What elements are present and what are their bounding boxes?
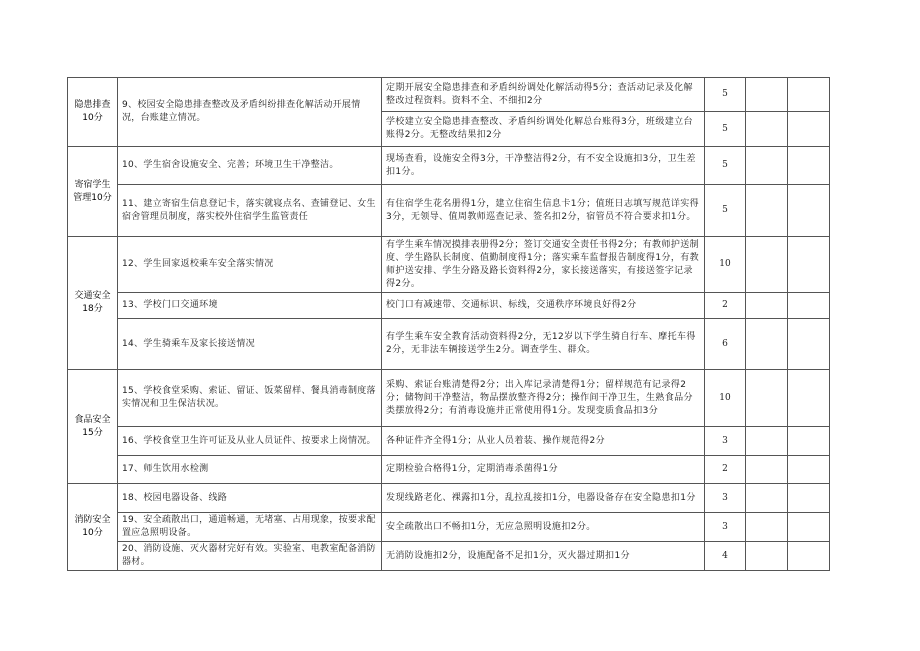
item-cell: 20、消防设施、灭火器材完好有效。实验室、电教室配备消防器材。 [118,542,382,571]
standard-cell: 安全疏散出口不畅扣1分，无应急照明设施扣2分。 [382,513,705,542]
standard-cell: 有住宿学生花名册得1分，建立住宿生信息卡1分；值班日志填写规范详实得3分，无领导、值周教师巡查记录、签名扣2分，宿管员不符合要求扣1分。 [382,185,705,237]
empty-cell [788,319,830,370]
table-row [68,78,830,112]
empty-cell [788,456,830,484]
table-row [68,319,830,370]
category-hazard: 隐患排查10分 [68,78,118,147]
standard-cell: 定期检验合格得1分，定期消毒杀菌得1分 [382,456,705,484]
table-row [68,427,830,456]
evaluation-table [67,77,830,571]
score-cell: 2 [705,456,746,484]
table-row [68,293,830,319]
empty-cell [746,319,788,370]
standard-cell: 校门口有减速带、交通标识、标线，交通秩序环境良好得2分 [382,293,705,319]
empty-cell [746,147,788,185]
category-dorm: 寄宿学生管理10分 [68,147,118,237]
standard-cell: 无消防设施扣2分，设施配备不足扣1分，灭火器过期扣1分 [382,542,705,571]
standard-cell: 现场查看，设施安全得3分，干净整洁得2分，有不安全设施扣3分，卫生差扣1分。 [382,147,705,185]
score-cell: 10 [705,237,746,293]
table-row [68,456,830,484]
empty-cell [746,293,788,319]
score-cell: 4 [705,542,746,571]
category-traffic: 交通安全18分 [68,237,118,370]
score-cell: 3 [705,513,746,542]
empty-cell [788,78,830,112]
item-cell: 19、安全疏散出口，通道畅通，无堵塞、占用现象，按要求配置应急照明设备。 [118,513,382,542]
score-cell: 5 [705,78,746,112]
empty-cell [746,370,788,427]
empty-cell [746,78,788,112]
table-row [68,370,830,427]
item-cell: 13、学校门口交通环境 [118,293,382,319]
empty-cell [788,185,830,237]
item-cell: 9、校园安全隐患排查整改及矛盾纠纷排查化解活动开展情况，台账建立情况。 [118,78,382,147]
empty-cell [746,112,788,147]
score-cell: 5 [705,185,746,237]
empty-cell [788,147,830,185]
score-cell: 5 [705,147,746,185]
item-cell: 10、学生宿舍设施安全、完善；环境卫生干净整洁。 [118,147,382,185]
empty-cell [746,456,788,484]
table-row [68,542,830,571]
standard-cell: 有学生乘车情况摸排表册得2分；签订交通安全责任书得2分；有教师护送制度、学生路队长制度、值勤制度得1分；落实乘车监督报告制度得1分，有教师护送安排、学生分路及路长资料得2分，家长接送落实，有接送签字记录得2分。 [382,237,705,293]
score-cell: 3 [705,484,746,513]
empty-cell [746,185,788,237]
item-cell: 12、学生回家返校乘车安全落实情况 [118,237,382,293]
empty-cell [788,237,830,293]
empty-cell [788,370,830,427]
item-cell: 15、学校食堂采购、索证、留证、饭菜留样、餐具消毒制度落实情况和卫生保洁状况。 [118,370,382,427]
table-row [68,484,830,513]
table-row [68,513,830,542]
standard-cell: 定期开展安全隐患排查和矛盾纠纷调处化解活动得5分；查活动记录及化解整改过程资料。资料不全、不细扣2分 [382,78,705,112]
empty-cell [788,484,830,513]
score-cell: 10 [705,370,746,427]
item-cell: 16、学校食堂卫生许可证及从业人员证件、按要求上岗情况。 [118,427,382,456]
score-cell: 6 [705,319,746,370]
empty-cell [746,484,788,513]
standard-cell: 采购、索证台账清楚得2分；出入库记录清楚得1分；留样规范有记录得2分；储物间干净整洁，物品摆放整齐得2分；操作间干净卫生，生熟食品分类摆放得2分；有消毒设施并正常使用得1分。发现变质食品扣3分 [382,370,705,427]
empty-cell [746,542,788,571]
empty-cell [788,427,830,456]
table-row [68,185,830,237]
empty-cell [746,513,788,542]
score-cell: 5 [705,112,746,147]
item-cell: 14、学生骑乘车及家长接送情况 [118,319,382,370]
item-cell: 11、建立寄宿生信息登记卡，落实就寝点名、查铺登记、女生宿舍管理员制度，落实校外住宿学生监管责任 [118,185,382,237]
empty-cell [746,237,788,293]
table-row [68,237,830,293]
score-cell: 2 [705,293,746,319]
standard-cell: 各种证件齐全得1分；从业人员着装、操作规范得2分 [382,427,705,456]
empty-cell [788,293,830,319]
empty-cell [788,112,830,147]
category-food: 食品安全15分 [68,370,118,484]
standard-cell: 学校建立安全隐患排查整改、矛盾纠纷调处化解总台账得3分，班级建立台账得2分。无整改结果扣2分 [382,112,705,147]
empty-cell [788,542,830,571]
category-fire: 消防安全10分 [68,484,118,571]
table-row [68,147,830,185]
empty-cell [746,427,788,456]
item-cell: 18、校园电器设备、线路 [118,484,382,513]
empty-cell [788,513,830,542]
score-cell: 3 [705,427,746,456]
standard-cell: 发现线路老化、裸露扣1分，乱拉乱接扣1分，电器设备存在安全隐患扣1分 [382,484,705,513]
item-cell: 17、师生饮用水检测 [118,456,382,484]
standard-cell: 有学生乘车安全教育活动资料得2分，无12岁以下学生骑自行车、摩托车得2分，无非法车辆接送学生2分。调查学生、群众。 [382,319,705,370]
